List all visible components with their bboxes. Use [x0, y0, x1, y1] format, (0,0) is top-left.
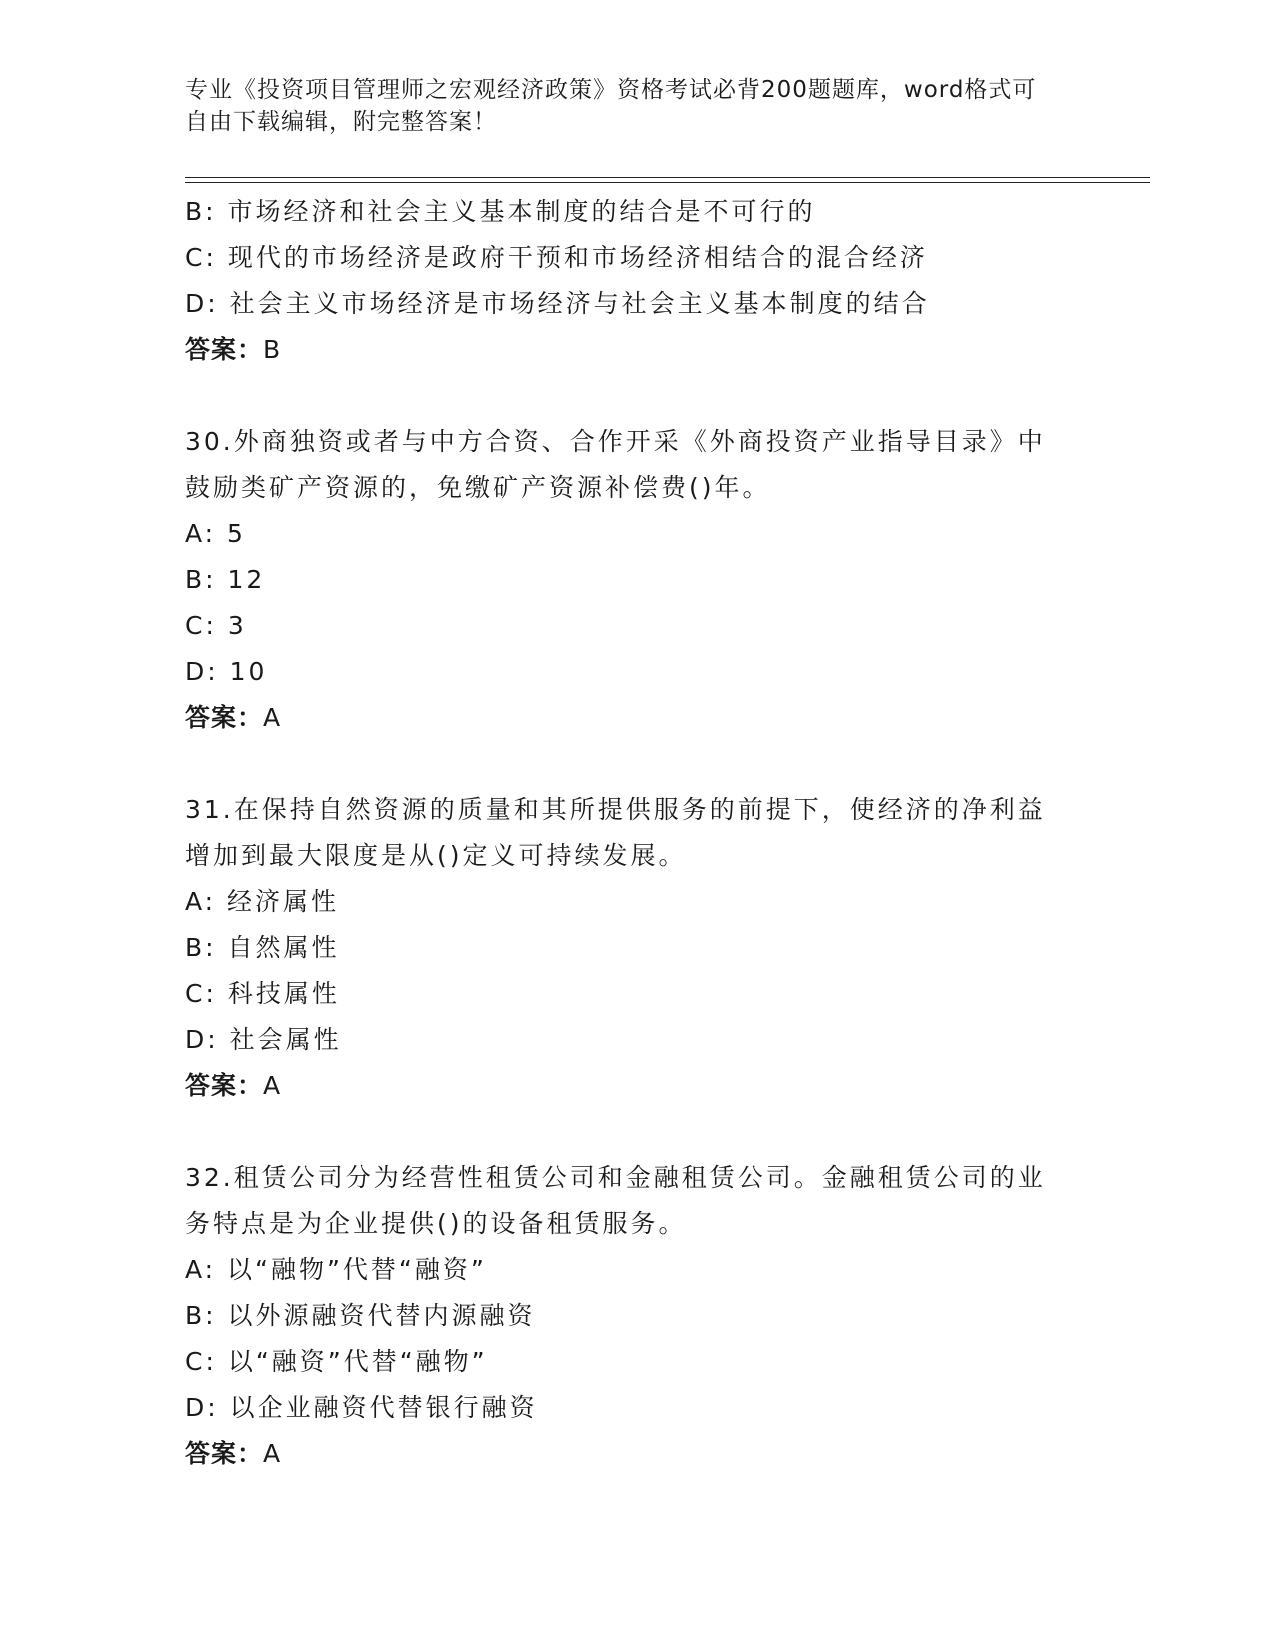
question-stem-line: 30.外商独资或者与中方合资、合作开采《外商投资产业指导目录》中 — [185, 427, 1046, 456]
option-b: B: 市场经济和社会主义基本制度的结合是不可行的 — [185, 197, 816, 226]
option-c: C: 3 — [185, 611, 247, 640]
answer-line — [185, 695, 1085, 741]
option-d: D: 社会主义市场经济是市场经济与社会主义基本制度的结合 — [185, 289, 930, 318]
header-divider-bottom — [185, 182, 1150, 183]
question-32 — [185, 1155, 1085, 1477]
answer-label: 答案： — [185, 335, 264, 364]
header-line-2: 自由下载编辑，附完整答案！ — [185, 109, 497, 135]
answer-value: A — [263, 1439, 282, 1468]
header-divider-top — [185, 177, 1150, 178]
answer-label: 答案： — [185, 1439, 264, 1468]
question-stem-line: 鼓励类矿产资源的，免缴矿产资源补偿费()年。 — [185, 473, 771, 502]
answer-line — [185, 1431, 1085, 1477]
option-d: D: 社会属性 — [185, 1025, 342, 1054]
option-d: D: 10 — [185, 657, 268, 686]
answer-value: A — [263, 1071, 282, 1100]
option-b: B: 以外源融资代替内源融资 — [185, 1301, 536, 1330]
option-c: C: 以“融资”代替“融物” — [185, 1347, 488, 1376]
answer-label: 答案： — [185, 703, 264, 732]
option-a: A: 5 — [185, 519, 246, 548]
question-stem-line: 32.租赁公司分为经营性租赁公司和金融租赁公司。金融租赁公司的业 — [185, 1163, 1046, 1192]
answer-value: B — [263, 335, 282, 364]
option-c: C: 现代的市场经济是政府干预和市场经济相结合的混合经济 — [185, 243, 928, 272]
option-c: C: 科技属性 — [185, 979, 340, 1008]
answer-value: A — [263, 703, 282, 732]
option-b: B: 自然属性 — [185, 933, 340, 962]
document-body — [185, 189, 1085, 1477]
question-stem-line: 务特点是为企业提供()的设备租赁服务。 — [185, 1209, 687, 1238]
option-a: A: 以“融物”代替“融资” — [185, 1255, 487, 1284]
question-29-tail — [185, 189, 1085, 373]
question-stem-line: 增加到最大限度是从()定义可持续发展。 — [185, 841, 687, 870]
header-line-1: 专业《投资项目管理师之宏观经济政策》资格考试必背200题题库，word格式可 — [185, 77, 1037, 103]
answer-label: 答案： — [185, 1071, 264, 1100]
question-stem-line: 31.在保持自然资源的质量和其所提供服务的前提下，使经济的净利益 — [185, 795, 1046, 824]
question-31 — [185, 787, 1085, 1109]
spacer — [185, 373, 1085, 419]
spacer — [185, 741, 1085, 787]
document-header — [185, 74, 1085, 138]
option-b: B: 12 — [185, 565, 266, 594]
option-d: D: 以企业融资代替银行融资 — [185, 1393, 538, 1422]
answer-line — [185, 327, 1085, 373]
spacer — [185, 1109, 1085, 1155]
question-30 — [185, 419, 1085, 741]
answer-line — [185, 1063, 1085, 1109]
option-a: A: 经济属性 — [185, 887, 340, 916]
